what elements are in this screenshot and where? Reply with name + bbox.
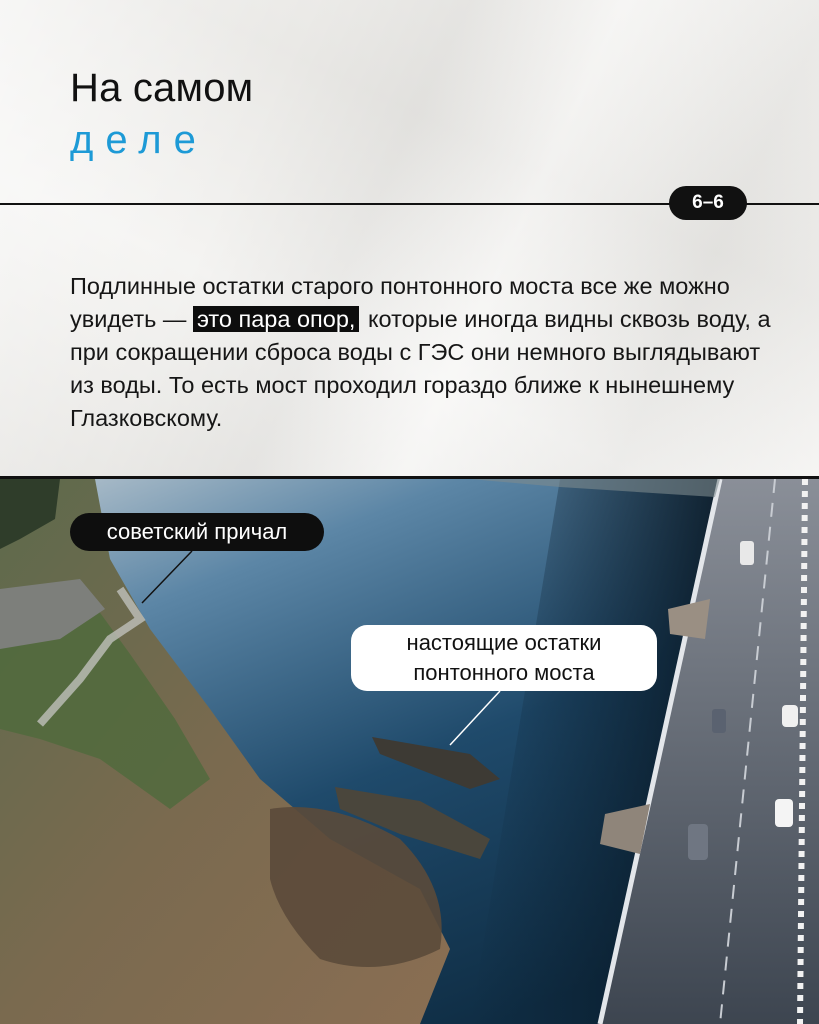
label-soviet-pier: советский причал bbox=[70, 513, 324, 551]
body-text-after: которые иногда видны сквозь воду, а при сокращении сброса воды с ГЭС они немного выглядывают из воды. То есть мост проходил гораздо ближе к нынешнему Глазковскому. bbox=[70, 306, 771, 431]
callout-line-remains bbox=[450, 691, 500, 745]
body-text-before: Подлинные остатки старого понтонного моста все же можно увидеть — bbox=[70, 273, 730, 332]
title-line-1: На самом bbox=[70, 66, 254, 110]
callout-line-pier bbox=[142, 551, 192, 603]
label-pontoon-remains bbox=[351, 625, 657, 691]
label-pontoon-remains-line-2: понтонного моста bbox=[413, 660, 595, 685]
title-line-2: деле bbox=[70, 118, 208, 162]
body-highlight: это пара опор, bbox=[193, 306, 360, 332]
page-indicator-badge: 6–6 bbox=[669, 186, 747, 220]
label-pontoon-remains-line-1: настоящие остатки bbox=[406, 630, 602, 655]
